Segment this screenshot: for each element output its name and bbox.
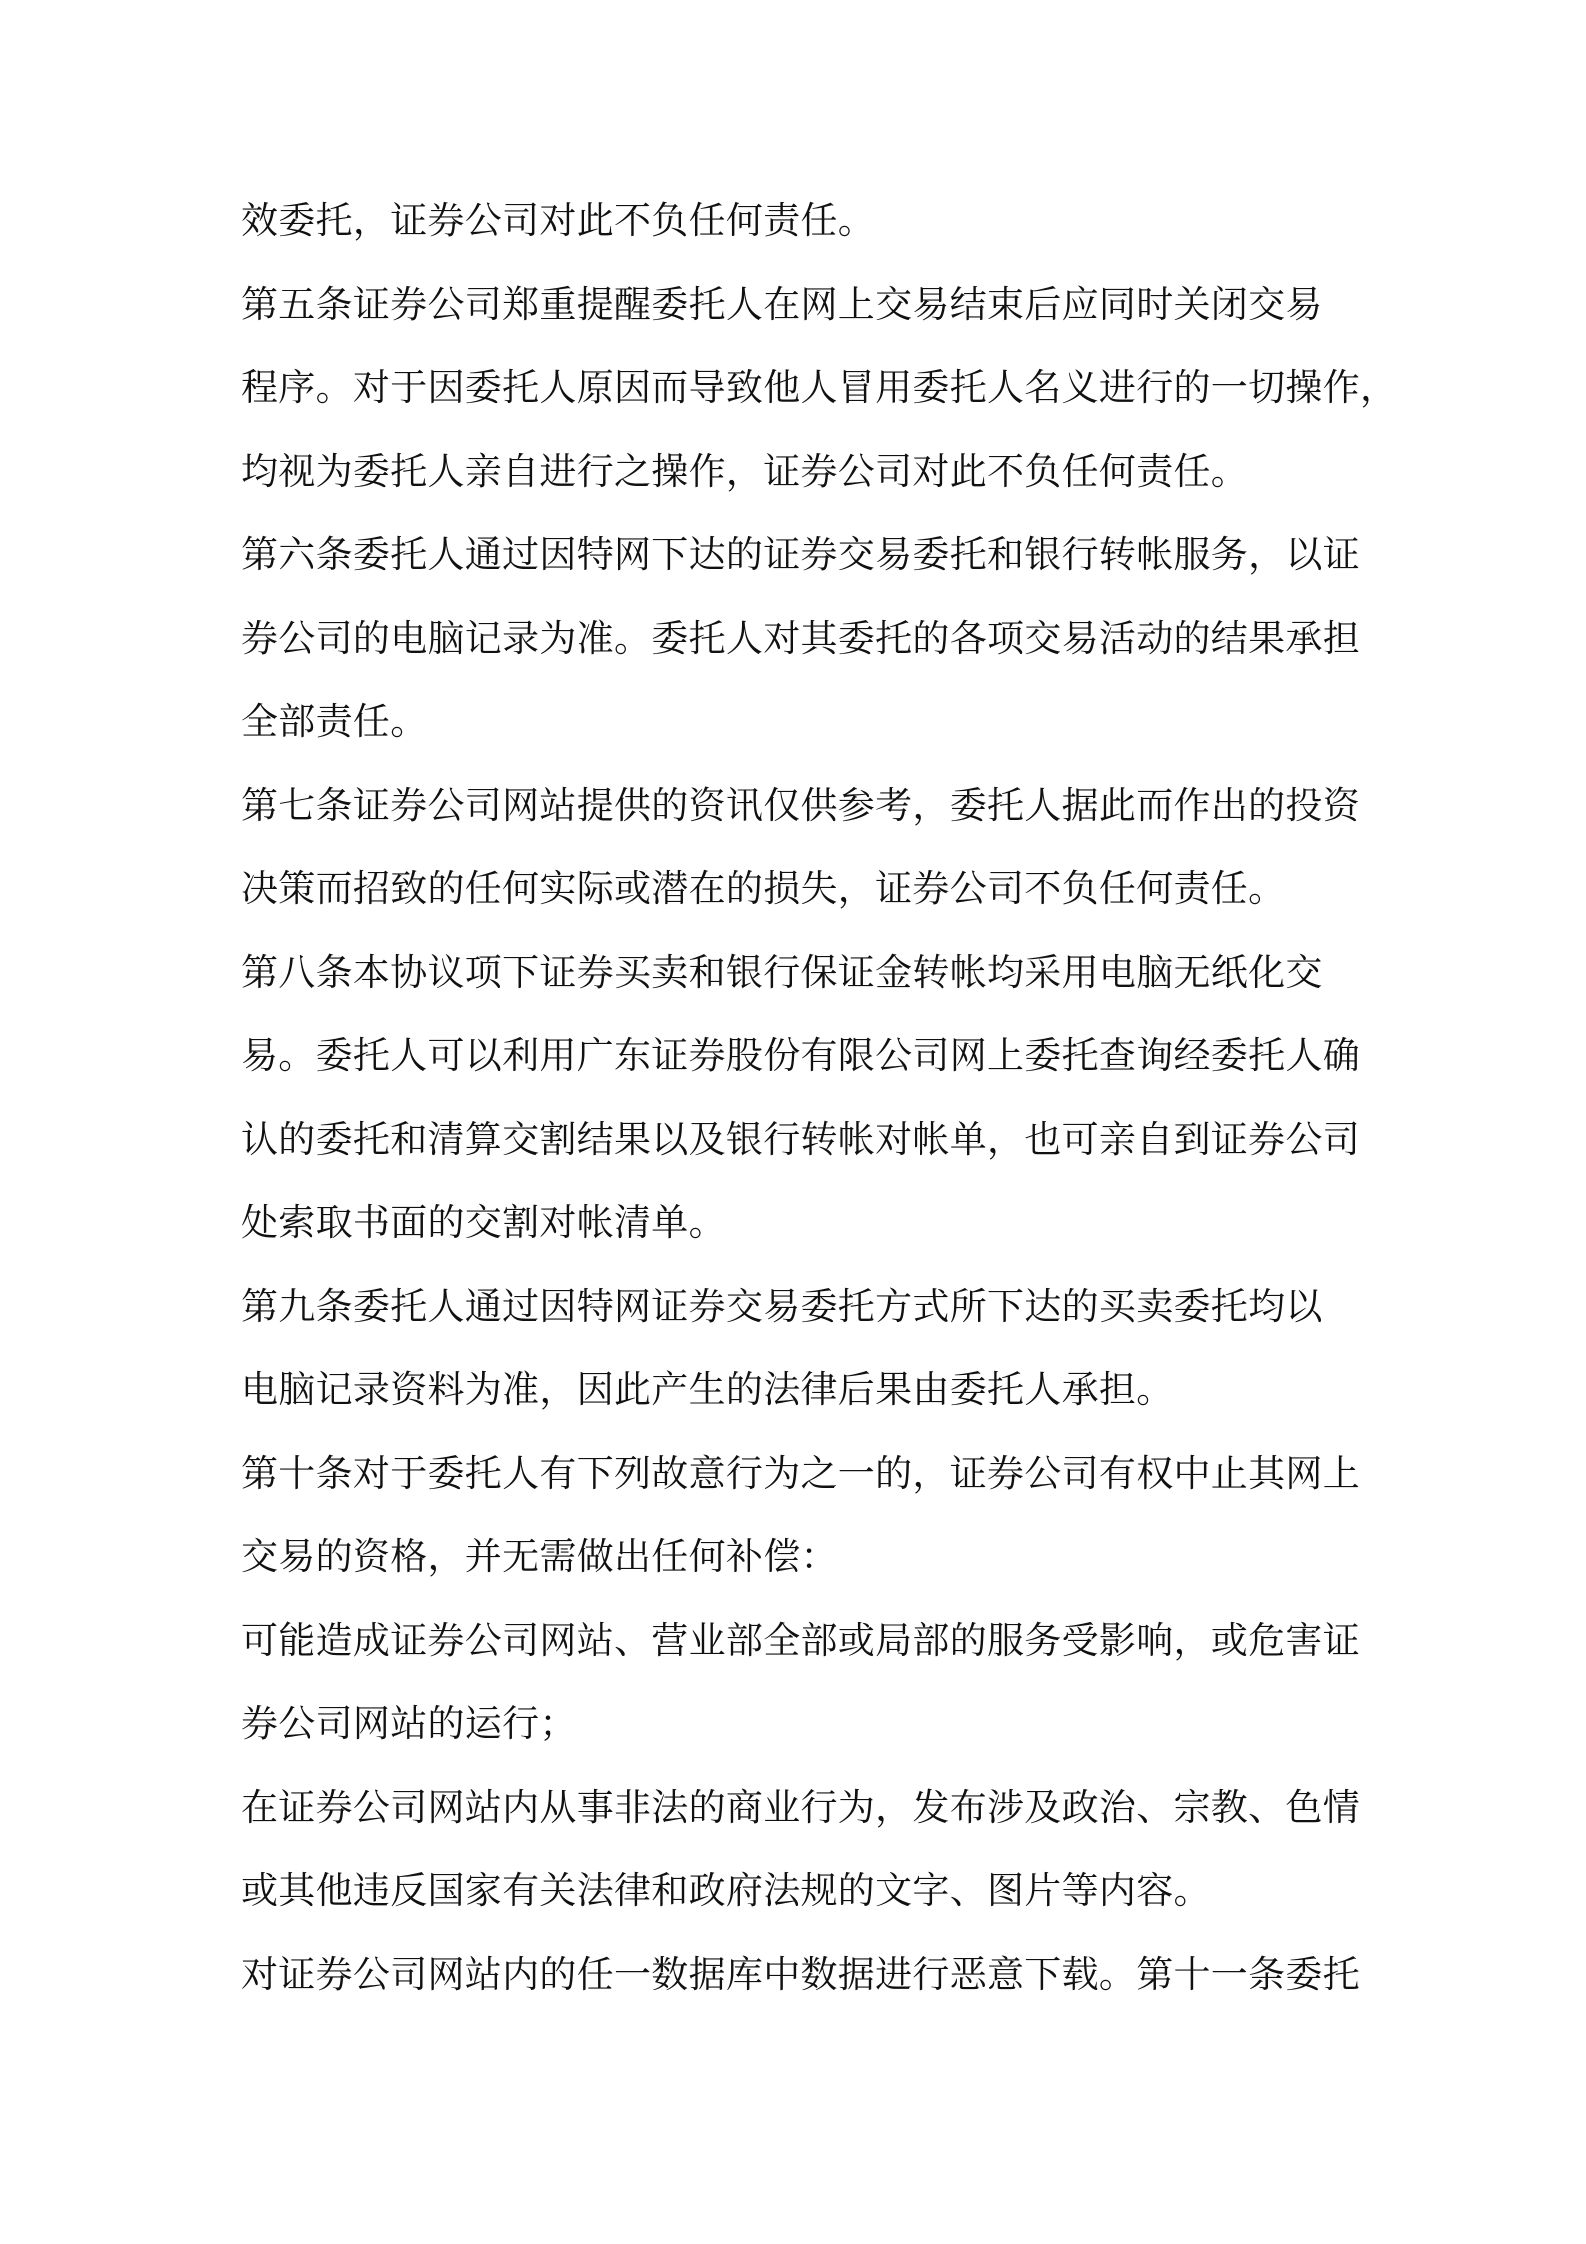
text-line-19: 券公司网站的运行； (241, 1702, 577, 1745)
text-line-8: 第七条证券公司网站提供的资讯仅供参考，委托人据此而作出的投资 (241, 783, 1360, 827)
text-line-13: 处索取书面的交割对帐清单。 (241, 1201, 726, 1244)
text-line-6: 券公司的电脑记录为准。委托人对其委托的各项交易活动的结果承担 (241, 616, 1360, 660)
text-line-17: 交易的资格，并无需做出任何补偿： (241, 1535, 838, 1578)
text-line-5: 第六条委托人通过因特网下达的证券交易委托和银行转帐服务，以证 (241, 533, 1360, 576)
text-line-3: 程序。对于因委托人原因而导致他人冒用委托人名义进行的一切操作， (241, 366, 1398, 409)
text-line-16: 第十条对于委托人有下列故意行为之一的，证券公司有权中止其网上 (241, 1451, 1360, 1495)
text-line-12: 认的委托和清算交割结果以及银行转帐对帐单，也可亲自到证券公司 (241, 1117, 1360, 1161)
text-line-20: 在证券公司网站内从事非法的商业行为，发布涉及政治、宗教、色情 (241, 1785, 1360, 1829)
text-line-11: 易。委托人可以利用广东证券股份有限公司网上委托查询经委托人确 (241, 1034, 1360, 1077)
text-line-18: 可能造成证券公司网站、营业部全部或局部的服务受影响，或危害证 (241, 1618, 1360, 1662)
text-line-9: 决策而招致的任何实际或潜在的损失，证券公司不负任何责任。 (241, 867, 1286, 910)
text-line-22: 对证券公司网站内的任一数据库中数据进行恶意下载。第十一条委托 (241, 1952, 1360, 1996)
text-line-4: 均视为委托人亲自进行之操作，证券公司对此不负任何责任。 (241, 449, 1249, 493)
text-line-1: 效委托，证券公司对此不负任何责任。 (241, 199, 876, 242)
text-line-7: 全部责任。 (241, 700, 428, 743)
text-line-15: 电脑记录资料为准，因此产生的法律后果由委托人承担。 (241, 1368, 1174, 1411)
text-line-2: 第五条证券公司郑重提醒委托人在网上交易结束后应同时关闭交易 (241, 282, 1323, 326)
text-line-21: 或其他违反国家有关法律和政府法规的文字、图片等内容。 (241, 1869, 1211, 1912)
text-line-14: 第九条委托人通过因特网证券交易委托方式所下达的买卖委托均以 (241, 1284, 1323, 1328)
text-line-10: 第八条本协议项下证券买卖和银行保证金转帐均采用电脑无纸化交 (241, 950, 1323, 994)
body-text (241, 196, 1398, 2033)
